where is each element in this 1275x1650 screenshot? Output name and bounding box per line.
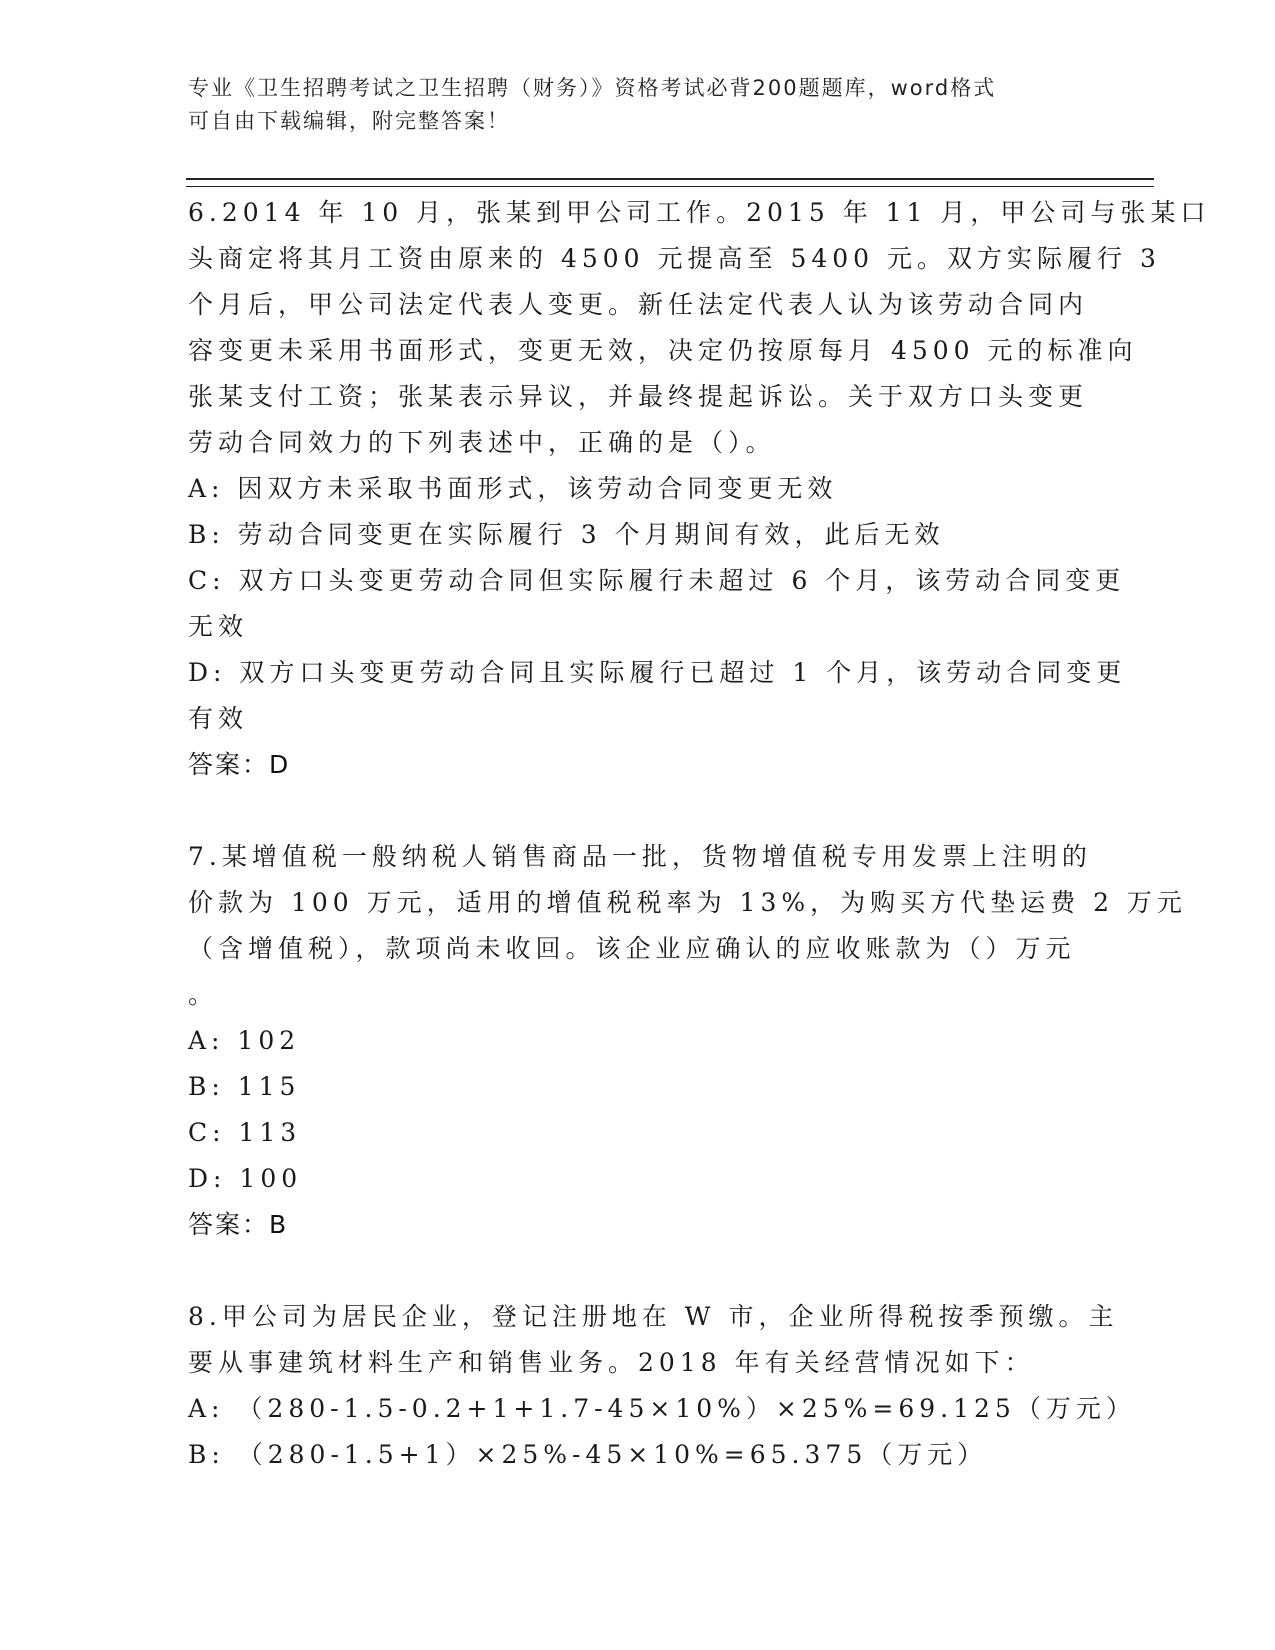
question-stem-line: 头商定将其月工资由原来的 4500 元提高至 5400 元。双方实际履行 3 — [188, 244, 1161, 273]
question-stem-line: 要从事建筑材料生产和销售业务。2018 年有关经营情况如下： — [188, 1348, 1035, 1377]
answer-label: 答案：B — [188, 1210, 289, 1239]
header-line-1: 专业《卫生招聘考试之卫生招聘（财务）》资格考试必背200题题库，word格式 — [188, 76, 997, 100]
answer-label: 答案：D — [188, 750, 291, 779]
document-header — [188, 72, 1088, 138]
option-a: A: （280-1.5-0.2+1+1.7-45×10%）×25%=69.125（万元） — [188, 1394, 1136, 1423]
question-stem-line: 容变更未采用书面形式，变更无效，决定仍按原每月 4500 元的标准向 — [188, 336, 1138, 365]
option-d: D: 100 — [188, 1164, 303, 1193]
header-divider — [186, 178, 1154, 187]
question-8 — [188, 1294, 1136, 1478]
option-c: C: 双方口头变更劳动合同但实际履行未超过 6 个月，该劳动合同变更 — [188, 566, 1126, 595]
option-d: D: 双方口头变更劳动合同且实际履行已超过 1 个月，该劳动合同变更 — [188, 658, 1127, 687]
question-stem-line: 劳动合同效力的下列表述中，正确的是（）。 — [188, 428, 776, 457]
question-stem-line: 。 — [188, 980, 219, 1009]
option-a: A: 102 — [188, 1026, 301, 1055]
option-b: B: （280-1.5+1）×25%-45×10%=65.375（万元） — [188, 1440, 988, 1469]
option-c-continued: 无效 — [188, 612, 249, 641]
question-stem-line: 8.甲公司为居民企业，登记注册地在 W 市，企业所得税按季预缴。主 — [188, 1302, 1119, 1331]
question-7 — [188, 834, 1187, 1248]
question-stem-line: 张某支付工资；张某表示异议，并最终提起诉讼。关于双方口头变更 — [188, 382, 1089, 411]
question-stem-line: 个月后，甲公司法定代表人变更。新任法定代表人认为该劳动合同内 — [188, 290, 1089, 319]
question-6 — [188, 190, 1211, 788]
option-a: A: 因双方未采取书面形式，该劳动合同变更无效 — [188, 474, 838, 503]
option-b: B: 劳动合同变更在实际履行 3 个月期间有效，此后无效 — [188, 520, 945, 549]
question-stem-line: 价款为 100 万元，适用的增值税税率为 13%，为购买方代垫运费 2 万元 — [188, 888, 1187, 917]
question-stem-line: 7.某增值税一般纳税人销售商品一批，货物增值税专用发票上注明的 — [188, 842, 1092, 871]
question-list — [188, 190, 1211, 1478]
option-c: C: 113 — [188, 1118, 302, 1147]
option-d-continued: 有效 — [188, 704, 249, 733]
header-line-2: 可自由下载编辑，附完整答案！ — [188, 109, 510, 133]
option-b: B: 115 — [188, 1072, 301, 1101]
question-stem-line: （含增值税），款项尚未收回。该企业应确认的应收账款为（）万元 — [188, 934, 1076, 963]
question-stem-line: 6.2014 年 10 月，张某到甲公司工作。2015 年 11 月，甲公司与张某口 — [188, 198, 1211, 227]
